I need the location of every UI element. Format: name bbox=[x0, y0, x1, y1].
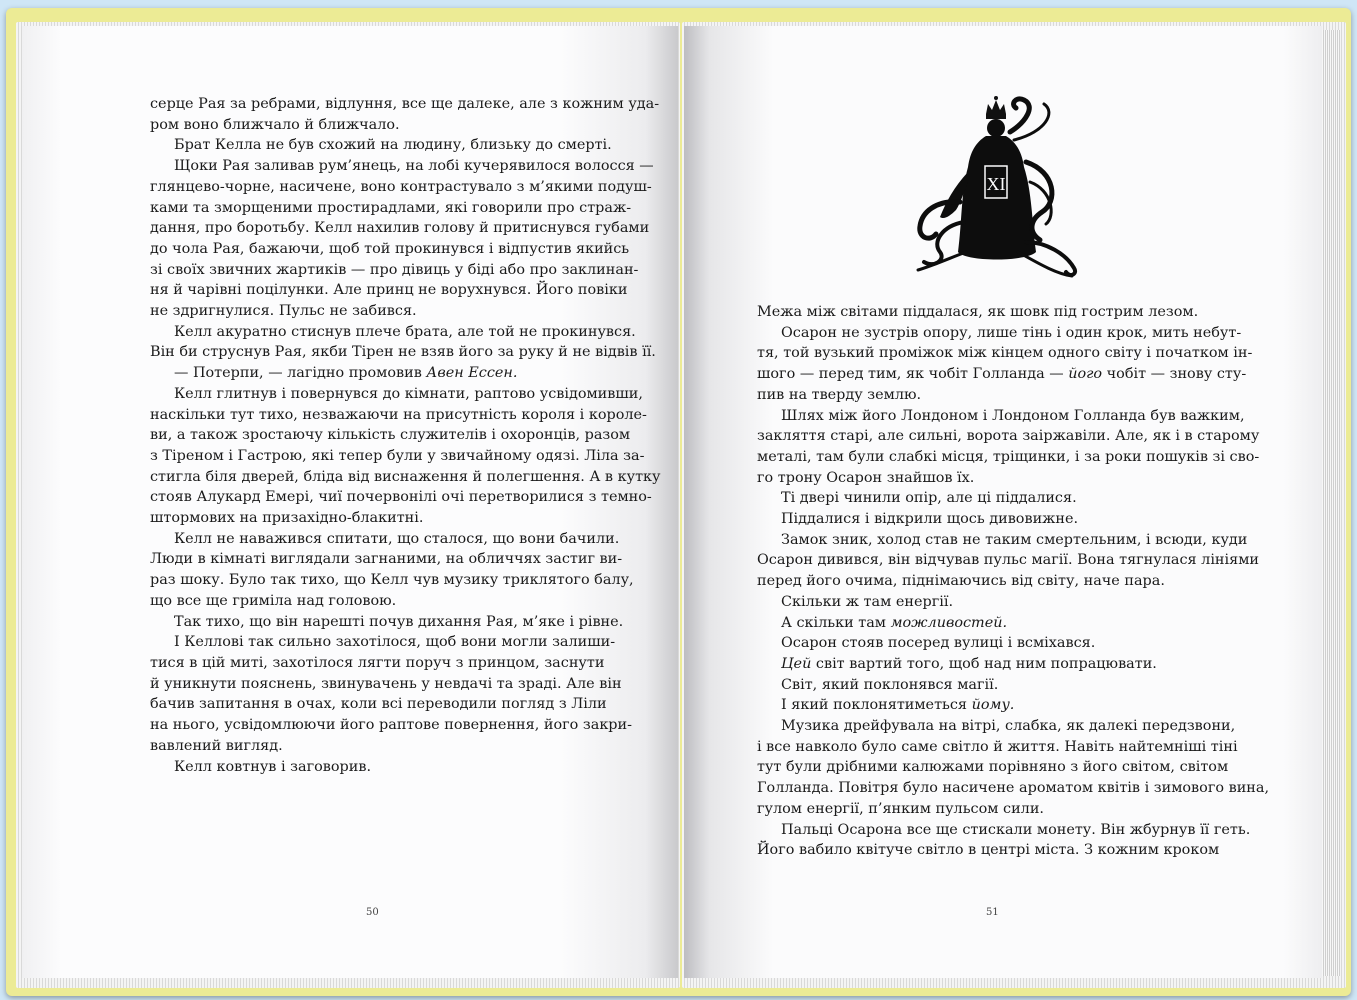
text-line bbox=[757, 488, 1231, 509]
text-line bbox=[757, 592, 1231, 613]
italic-text: його bbox=[1068, 366, 1103, 383]
line-text: металі, там були слабкі місця, тріщинки, і за роки пошуків зі сво- bbox=[757, 448, 1260, 465]
line-text: го трону Осарон знайшов їх. bbox=[757, 469, 975, 486]
line-text: тя, той вузький проміжок між кінцем одного світу і початком ін- bbox=[757, 345, 1253, 362]
line-text: Голланда. Повітря було насичене ароматом квітів і зимового вина, bbox=[757, 780, 1270, 797]
crown-icon bbox=[986, 96, 1006, 119]
text-line bbox=[150, 198, 632, 219]
line-text-tail: чобіт — знову сту- bbox=[1102, 366, 1247, 383]
line-text: І Келлові так сильно захотілося, щоб вони могли залиши- bbox=[174, 634, 616, 651]
text-line bbox=[150, 425, 631, 446]
line-text: ром воно ближчало й ближчало. bbox=[150, 116, 400, 133]
line-text: Брат Келла не був схожий на людину, близьку до смерті. bbox=[174, 137, 612, 154]
left-page-text bbox=[150, 94, 661, 777]
text-line bbox=[757, 675, 1231, 696]
text-line bbox=[757, 799, 1231, 820]
text-line bbox=[757, 447, 1260, 468]
text-line bbox=[150, 612, 624, 633]
text-line bbox=[757, 509, 1231, 530]
line-text: на нього, усвідомлюючи його раптове повернення, його закри- bbox=[150, 717, 632, 734]
text-line bbox=[757, 530, 1248, 551]
line-text: Осарон стояв посеред вулиці і всміхався. bbox=[781, 635, 1096, 652]
text-line bbox=[150, 94, 660, 115]
line-text: Ті двері чинили опір, але ці піддалися. bbox=[781, 490, 1077, 507]
text-line bbox=[150, 446, 645, 467]
text-line bbox=[150, 757, 620, 778]
text-line bbox=[150, 384, 643, 405]
line-text: Його вабило квітуче світло в центрі міста. З кожним кроком bbox=[757, 842, 1220, 859]
italic-text: можливостей. bbox=[890, 614, 1008, 631]
italic-text: Авен Ессен. bbox=[426, 365, 518, 382]
line-text: ви, а також зростаючу кількість служителів і охоронців, разом bbox=[150, 427, 631, 444]
line-text: і все навколо було саме світло й життя. Навіть найтемніші тіні bbox=[757, 738, 1238, 755]
line-text: Келл не наважився спитати, що сталося, що вони бачили. bbox=[174, 530, 620, 547]
text-line bbox=[757, 571, 1231, 592]
line-text: наскільки тут тихо, незважаючи на присутність короля і короле- bbox=[150, 406, 647, 423]
text-line bbox=[757, 364, 1247, 385]
line-text: глянцево-чорне, насичене, воно контрастувало з м’якими подуш- bbox=[150, 178, 652, 195]
line-text: тут були дрібними калюжами порівняно з його світом, світом bbox=[757, 759, 1229, 776]
line-text: Осарон не зустрів опору, лише тінь і один крок, мить небут- bbox=[781, 324, 1242, 341]
text-line bbox=[150, 694, 620, 715]
text-line bbox=[150, 218, 650, 239]
text-line bbox=[757, 302, 1231, 323]
page-edges bbox=[1322, 30, 1340, 976]
line-text: ками та зморщеними простирадлами, які говорили про страж- bbox=[150, 199, 632, 216]
text-line bbox=[757, 550, 1259, 571]
line-text: Шлях між його Лондоном і Лондоном Голланда був важким, bbox=[781, 407, 1245, 424]
text-line bbox=[757, 613, 1231, 634]
text-line bbox=[150, 280, 628, 301]
text-line bbox=[150, 736, 620, 757]
text-line bbox=[150, 487, 652, 508]
line-text: пив на тверду землю. bbox=[757, 386, 922, 403]
text-line bbox=[757, 840, 1231, 861]
text-line bbox=[150, 301, 620, 322]
text-line bbox=[757, 716, 1236, 737]
text-line bbox=[757, 654, 1231, 675]
chapter-number: XI bbox=[986, 174, 1006, 194]
line-text: й уникнути пояснень, звинувачень у невдачі та зраді. Але він bbox=[150, 675, 622, 692]
text-line bbox=[757, 778, 1270, 799]
text-line bbox=[150, 322, 636, 343]
line-text: тися в цій миті, захотілося лягти поруч з принцом, заснути bbox=[150, 654, 605, 671]
text-line bbox=[150, 549, 623, 570]
text-line bbox=[757, 633, 1231, 654]
line-text: Люди в кімнаті виглядали загнаними, на обличчях застиг ви- bbox=[150, 551, 623, 568]
text-line bbox=[150, 239, 630, 260]
line-text: Піддалися і відкрили щось дивовижне. bbox=[781, 511, 1079, 528]
text-line bbox=[757, 343, 1253, 364]
line-text: не здригнулися. Пульс не забився. bbox=[150, 303, 417, 320]
line-text: перед його очима, піднімаючись від світу, наче пара. bbox=[757, 573, 1165, 590]
line-text: Щоки Рая заливав рум’янець, на лобі кучерявилося волосся — bbox=[174, 158, 654, 175]
line-text: Осарон дивився, він відчував пульс магії. Вона тягнулася лініями bbox=[757, 552, 1259, 569]
line-text: серце Рая за ребрами, відлуння, все ще далеке, але з кожним уда- bbox=[150, 96, 660, 112]
text-line bbox=[150, 529, 620, 550]
line-text: закляття старі, але сильні, ворота заіржавіли. Але, як і в старому bbox=[757, 428, 1260, 445]
line-text: стояв Алукард Емері, чиї почервонілі очі перетворилися з темно- bbox=[150, 489, 652, 506]
line-text: ня й чарівні поцілунки. Але принц не ворухнувся. Його повіки bbox=[150, 282, 628, 299]
text-line bbox=[150, 115, 620, 136]
line-text: гулом енергії, п’янким пульсом сили. bbox=[757, 800, 1044, 817]
line-text: з Тіреном і Гастрою, які тепер були у звичайному одязі. Ліла за- bbox=[150, 447, 645, 464]
text-line bbox=[150, 177, 652, 198]
text-line bbox=[150, 591, 620, 612]
text-line bbox=[757, 468, 1231, 489]
text-line bbox=[150, 156, 654, 177]
text-line bbox=[150, 467, 661, 488]
italic-text: йому. bbox=[971, 697, 1015, 714]
text-line bbox=[150, 363, 620, 384]
text-line bbox=[150, 405, 647, 426]
text-line bbox=[150, 135, 620, 156]
line-text: Келл акуратно стиснув плече брата, але той не прокинувся. bbox=[174, 323, 636, 340]
line-text: — Потерпи, — лагідно промовив bbox=[174, 365, 427, 382]
text-line bbox=[150, 508, 620, 529]
text-line bbox=[757, 406, 1245, 427]
line-text: Келл ковтнув і заговорив. bbox=[174, 758, 372, 775]
text-line bbox=[150, 653, 620, 674]
line-text: Так тихо, що він нарешті почув дихання Рая, м’яке і рівне. bbox=[174, 613, 624, 630]
text-line bbox=[150, 342, 656, 363]
text-line bbox=[757, 757, 1231, 778]
line-text: що все ще гриміла над головою. bbox=[150, 592, 397, 609]
line-text: штормових на призахідно-блакитні. bbox=[150, 510, 424, 527]
page-number-right: 51 bbox=[986, 907, 999, 918]
text-line bbox=[757, 737, 1238, 758]
line-text: Скільки ж там енергії. bbox=[781, 593, 954, 610]
line-text: Він би струснув Рая, якби Тірен не взяв його за руку й не відвів її. bbox=[150, 344, 656, 361]
line-text: І який поклонятиметься bbox=[781, 697, 972, 714]
text-line bbox=[757, 695, 1231, 716]
line-text: до чола Рая, бажаючи, щоб той прокинувся і відпустив якийсь bbox=[150, 240, 630, 257]
text-line bbox=[757, 426, 1260, 447]
line-text: зі своїх звичних жартиків — про дівиць у біді або про заклинан- bbox=[150, 261, 639, 278]
line-text: Музика дрейфувала на вітрі, слабка, як далекі передзвони, bbox=[781, 718, 1236, 735]
line-text: раз шоку. Було так тихо, що Келл чув музику триклятого балу, bbox=[150, 572, 634, 589]
line-text: Світ, який поклонявся магії. bbox=[781, 676, 999, 693]
text-line bbox=[757, 323, 1242, 344]
text-line bbox=[757, 820, 1251, 841]
text-line bbox=[150, 570, 634, 591]
italic-text: Цей bbox=[781, 655, 812, 672]
line-text: Межа між світами піддалася, як шовк під гострим лезом. bbox=[757, 304, 1199, 320]
chapter-emblem bbox=[906, 92, 1082, 282]
line-text: Келл глитнув і повернувся до кімнати, раптово усвідомивши, bbox=[174, 385, 643, 402]
line-text: Пальці Осарона все ще стискали монету. Він жбурнув її геть. bbox=[781, 821, 1251, 838]
right-page-text bbox=[757, 302, 1270, 861]
line-text: шого — перед тим, як чобіт Голланда — bbox=[757, 366, 1069, 383]
text-line bbox=[150, 260, 639, 281]
text-line bbox=[150, 632, 620, 653]
text-line bbox=[757, 385, 1231, 406]
line-text: дання, про боротьбу. Келл нахилив голову й притиснувся губами bbox=[150, 220, 650, 237]
text-line bbox=[150, 715, 632, 736]
page-number-left: 50 bbox=[366, 907, 379, 918]
line-text: бачив запитання в очах, коли всі переводили погляд з Ліли bbox=[150, 696, 607, 713]
line-text: стигла біля дверей, бліда від виснаження й полегшення. А в кутку bbox=[150, 468, 661, 485]
line-text-tail: світ вартий того, щоб над ним попрацювати. bbox=[811, 655, 1157, 672]
text-line bbox=[150, 674, 620, 695]
line-text: Замок зник, холод став не таким смертельним, і всюди, куди bbox=[781, 531, 1248, 548]
line-text: вавлений вигляд. bbox=[150, 737, 283, 754]
line-text: А скільки там bbox=[781, 614, 891, 631]
